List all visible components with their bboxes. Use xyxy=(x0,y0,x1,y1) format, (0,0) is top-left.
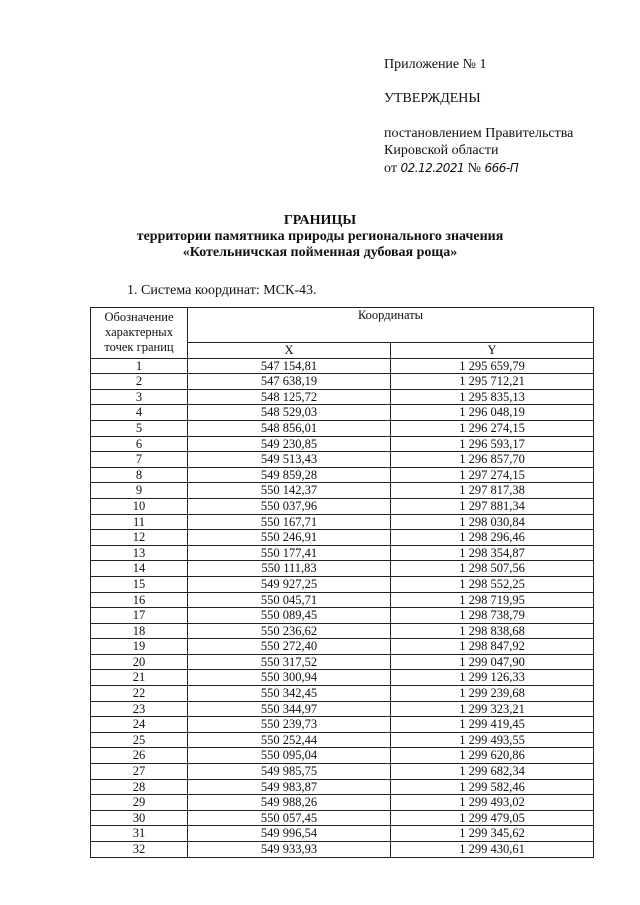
point-number: 3 xyxy=(91,389,188,405)
table-row xyxy=(91,452,594,468)
x-coordinate: 549 988,26 xyxy=(188,795,391,811)
x-coordinate: 550 239,73 xyxy=(188,717,391,733)
x-coordinate: 550 111,83 xyxy=(188,561,391,577)
x-header: X xyxy=(188,343,391,359)
x-coordinate: 549 230,85 xyxy=(188,436,391,452)
y-coordinate: 1 298 552,25 xyxy=(391,576,594,592)
y-coordinate: 1 299 239,68 xyxy=(391,686,594,702)
table-row xyxy=(91,498,594,514)
y-coordinate: 1 296 274,15 xyxy=(391,420,594,436)
y-coordinate: 1 295 835,13 xyxy=(391,389,594,405)
table-row xyxy=(91,748,594,764)
y-coordinate: 1 299 430,61 xyxy=(391,842,594,858)
table-row xyxy=(91,686,594,702)
x-coordinate: 548 856,01 xyxy=(188,420,391,436)
y-coordinate: 1 295 712,21 xyxy=(391,374,594,390)
y-coordinate: 1 298 030,84 xyxy=(391,514,594,530)
point-number: 4 xyxy=(91,405,188,421)
table-row xyxy=(91,467,594,483)
y-coordinate: 1 298 719,95 xyxy=(391,592,594,608)
handwritten-date: 02.12.2021 xyxy=(400,161,465,175)
x-coordinate: 550 037,96 xyxy=(188,498,391,514)
y-coordinate: 1 296 593,17 xyxy=(391,436,594,452)
point-number: 6 xyxy=(91,436,188,452)
x-coordinate: 550 142,37 xyxy=(188,483,391,499)
table-row xyxy=(91,436,594,452)
table-row xyxy=(91,592,594,608)
point-number: 16 xyxy=(91,592,188,608)
point-number: 12 xyxy=(91,530,188,546)
y-coordinate: 1 299 620,86 xyxy=(391,748,594,764)
header-line: Обозначение xyxy=(104,310,174,325)
point-number: 8 xyxy=(91,467,188,483)
table-row xyxy=(91,717,594,733)
x-coordinate: 549 927,25 xyxy=(188,576,391,592)
point-number: 14 xyxy=(91,561,188,577)
x-coordinate: 547 638,19 xyxy=(188,374,391,390)
x-coordinate: 550 342,45 xyxy=(188,686,391,702)
x-coordinate: 550 272,40 xyxy=(188,639,391,655)
document-subtitle: территории памятника природы регионального значения xyxy=(136,229,504,244)
table-row xyxy=(91,576,594,592)
point-number: 20 xyxy=(91,654,188,670)
x-coordinate: 549 859,28 xyxy=(188,467,391,483)
x-coordinate: 547 154,81 xyxy=(188,358,391,374)
y-header: Y xyxy=(391,343,594,359)
y-coordinate: 1 299 493,02 xyxy=(391,795,594,811)
table-row xyxy=(91,420,594,436)
appendix-label: Приложение № 1 xyxy=(384,57,487,72)
point-number: 17 xyxy=(91,608,188,624)
point-number: 1 xyxy=(91,358,188,374)
x-coordinate: 550 252,44 xyxy=(188,732,391,748)
point-number: 10 xyxy=(91,498,188,514)
point-number: 29 xyxy=(91,795,188,811)
point-number: 27 xyxy=(91,764,188,780)
y-coordinate: 1 299 323,21 xyxy=(391,701,594,717)
point-number: 2 xyxy=(91,374,188,390)
table-row xyxy=(91,514,594,530)
y-coordinate: 1 296 857,70 xyxy=(391,452,594,468)
point-number: 7 xyxy=(91,452,188,468)
x-coordinate: 550 300,94 xyxy=(188,670,391,686)
x-coordinate: 550 344,97 xyxy=(188,701,391,717)
table-row xyxy=(91,826,594,842)
point-number: 21 xyxy=(91,670,188,686)
x-coordinate: 549 933,93 xyxy=(188,842,391,858)
y-coordinate: 1 297 274,15 xyxy=(391,467,594,483)
y-coordinate: 1 297 817,38 xyxy=(391,483,594,499)
point-number: 28 xyxy=(91,779,188,795)
table-row xyxy=(91,405,594,421)
x-coordinate: 550 167,71 xyxy=(188,514,391,530)
point-number: 23 xyxy=(91,701,188,717)
coordinates-table xyxy=(90,307,594,858)
point-designation-header xyxy=(91,308,188,359)
y-coordinate: 1 299 479,05 xyxy=(391,810,594,826)
number-prefix: № xyxy=(467,161,482,176)
table-row xyxy=(91,389,594,405)
y-coordinate: 1 298 838,68 xyxy=(391,623,594,639)
date-prefix: от xyxy=(384,161,397,176)
y-coordinate: 1 299 047,90 xyxy=(391,654,594,670)
header-line: точек границ xyxy=(104,340,174,355)
table-row xyxy=(91,639,594,655)
x-coordinate: 550 089,45 xyxy=(188,608,391,624)
table-row xyxy=(91,732,594,748)
x-coordinate: 550 246,91 xyxy=(188,530,391,546)
y-coordinate: 1 298 354,87 xyxy=(391,545,594,561)
point-number: 30 xyxy=(91,810,188,826)
y-coordinate: 1 299 345,62 xyxy=(391,826,594,842)
point-number: 31 xyxy=(91,826,188,842)
x-coordinate: 550 057,45 xyxy=(188,810,391,826)
table-row xyxy=(91,358,594,374)
document-title: ГРАНИЦЫ xyxy=(283,213,357,228)
table-row xyxy=(91,530,594,546)
x-coordinate: 548 125,72 xyxy=(188,389,391,405)
y-coordinate: 1 299 419,45 xyxy=(391,717,594,733)
x-coordinate: 549 985,75 xyxy=(188,764,391,780)
table-row xyxy=(91,483,594,499)
resolution-line-1: постановлением Правительства xyxy=(384,126,574,141)
table-row xyxy=(91,623,594,639)
document-object-name: «Котельничская пойменная дубовая роща» xyxy=(182,245,458,260)
x-coordinate: 550 177,41 xyxy=(188,545,391,561)
table-row xyxy=(91,545,594,561)
point-number: 11 xyxy=(91,514,188,530)
x-coordinate: 550 236,62 xyxy=(188,623,391,639)
table-row xyxy=(91,654,594,670)
table-row xyxy=(91,842,594,858)
point-number: 13 xyxy=(91,545,188,561)
y-coordinate: 1 295 659,79 xyxy=(391,358,594,374)
point-number: 5 xyxy=(91,420,188,436)
x-coordinate: 550 045,71 xyxy=(188,592,391,608)
y-coordinate: 1 299 126,33 xyxy=(391,670,594,686)
table-row xyxy=(91,795,594,811)
table-row xyxy=(91,608,594,624)
table-row xyxy=(91,810,594,826)
x-coordinate: 550 095,04 xyxy=(188,748,391,764)
table-row xyxy=(91,561,594,577)
header-line: характерных xyxy=(105,325,173,340)
x-coordinate: 549 513,43 xyxy=(188,452,391,468)
y-coordinate: 1 298 296,46 xyxy=(391,530,594,546)
x-coordinate: 548 529,03 xyxy=(188,405,391,421)
coordinates-header: Координаты xyxy=(188,308,594,343)
x-coordinate: 550 317,52 xyxy=(188,654,391,670)
table-row xyxy=(91,764,594,780)
resolution-line-2: Кировской области xyxy=(384,143,499,158)
point-number: 15 xyxy=(91,576,188,592)
point-number: 19 xyxy=(91,639,188,655)
point-number: 24 xyxy=(91,717,188,733)
x-coordinate: 549 996,54 xyxy=(188,826,391,842)
point-number: 22 xyxy=(91,686,188,702)
y-coordinate: 1 298 847,92 xyxy=(391,639,594,655)
point-number: 9 xyxy=(91,483,188,499)
point-number: 18 xyxy=(91,623,188,639)
table-row xyxy=(91,374,594,390)
point-number: 32 xyxy=(91,842,188,858)
table-row xyxy=(91,701,594,717)
y-coordinate: 1 297 881,34 xyxy=(391,498,594,514)
y-coordinate: 1 298 507,56 xyxy=(391,561,594,577)
x-coordinate: 549 983,87 xyxy=(188,779,391,795)
table-row xyxy=(91,670,594,686)
point-number: 25 xyxy=(91,732,188,748)
y-coordinate: 1 298 738,79 xyxy=(391,608,594,624)
coordinate-system-heading: 1. Система координат: МСК-43. xyxy=(127,283,317,298)
handwritten-number: 666-П xyxy=(484,161,519,175)
y-coordinate: 1 296 048,19 xyxy=(391,405,594,421)
approved-label: УТВЕРЖДЕНЫ xyxy=(384,91,481,106)
resolution-date-line xyxy=(384,160,518,177)
y-coordinate: 1 299 493,55 xyxy=(391,732,594,748)
table-row xyxy=(91,779,594,795)
point-number: 26 xyxy=(91,748,188,764)
y-coordinate: 1 299 682,34 xyxy=(391,764,594,780)
y-coordinate: 1 299 582,46 xyxy=(391,779,594,795)
